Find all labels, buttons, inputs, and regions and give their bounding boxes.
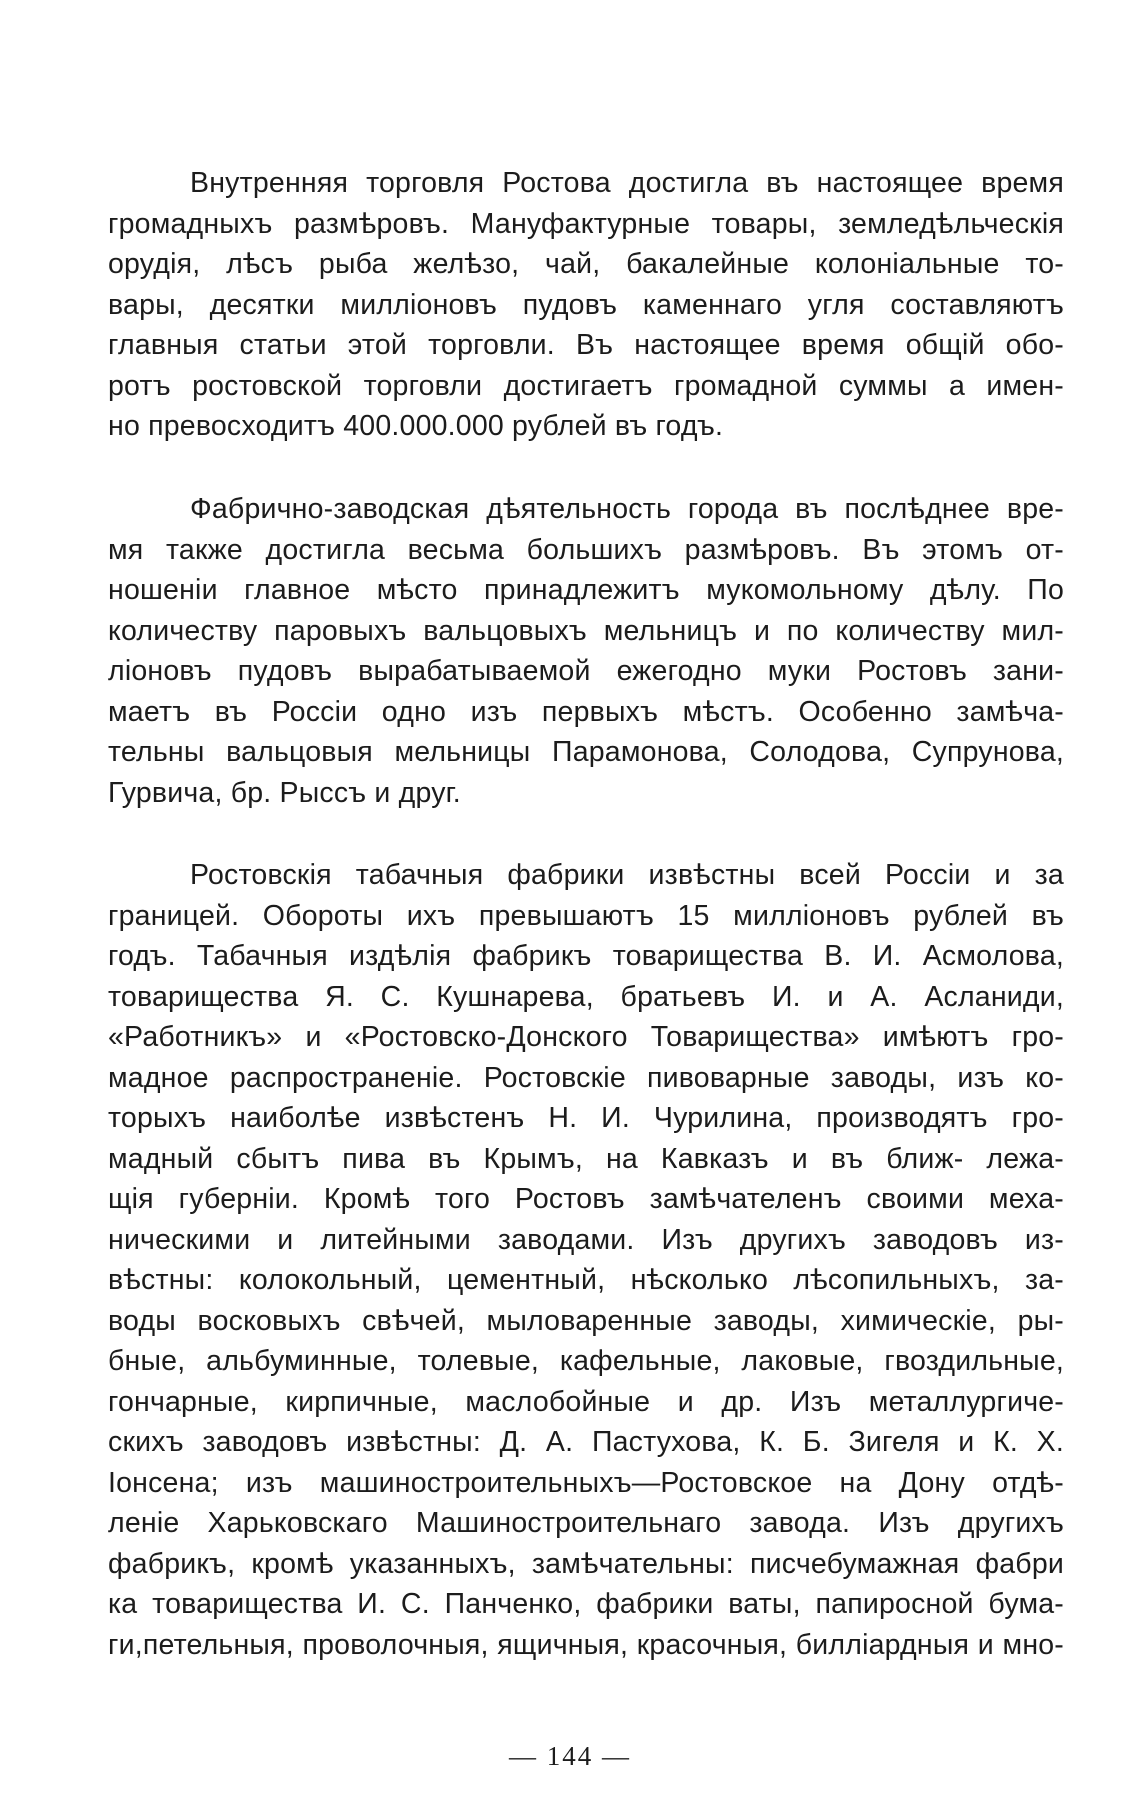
text-line: тельны вальцовыя мельницы Парамонова, Солодова, Супрунова,	[108, 736, 1064, 768]
text-line: Іонсена; изъ машиностроительныхъ—Ростовское на Дону отдѣ-	[108, 1466, 1064, 1499]
text-line: бные, альбуминные, толевые, кафельные, лаковые, гвоздильные,	[108, 1345, 1064, 1377]
text-line: вѣстны: колокольный, цементный, нѣсколько лѣсопильныхъ, за-	[108, 1264, 1064, 1296]
page-number: — 144 —	[509, 1741, 631, 1771]
text-line: ги,петельныя, проволочныя, ящичныя, красочныя, билліардныя и мно-	[108, 1628, 1064, 1661]
text-line: Гурвича, бр. Рыссъ и друг.	[108, 776, 461, 809]
text-line: орудія, лѣсъ рыба желѣзо, чай, бакалейные колоніальные то-	[108, 248, 1064, 280]
paragraph-trade	[108, 163, 1064, 447]
text-line: вары, десятки милліоновъ пудовъ каменнаго угля составляютъ	[108, 288, 1064, 321]
text-line: ліоновъ пудовъ вырабатываемой ежегодно муки Ростовъ зани-	[108, 655, 1064, 687]
text-line: Ростовскія табачныя фабрики извѣстны всей Россіи и за	[190, 859, 1064, 891]
text-line: ка товарищества И. С. Панченко, фабрики ваты, папиросной бума-	[108, 1588, 1064, 1620]
text-line: границей. Обороты ихъ превышаютъ 15 милліоновъ рублей въ	[108, 899, 1064, 932]
text-line: Внутренняя торговля Ростова достигла въ настоящее время	[190, 167, 1064, 199]
text-line: фабрикъ, кромѣ указанныхъ, замѣчательны: писчебумажная фабри	[108, 1547, 1064, 1580]
text-line: мадный сбытъ пива въ Крымъ, на Кавказъ и въ ближ- лежа-	[108, 1142, 1064, 1175]
paragraph-industry	[108, 489, 1064, 813]
text-line: но превосходитъ 400.000.000 рублей въ годъ.	[108, 410, 724, 442]
text-line: ническими и литейными заводами. Изъ другихъ заводовъ из-	[108, 1223, 1064, 1256]
text-line: щія губерніи. Кромѣ того Ростовъ замѣчателенъ своими меха-	[108, 1183, 1064, 1215]
text-line: маетъ въ Россіи одно изъ первыхъ мѣстъ. Особенно замѣча-	[108, 695, 1064, 728]
text-line: торыхъ наиболѣе извѣстенъ Н. И. Чурилина, производятъ гро-	[108, 1102, 1064, 1134]
text-line: ротъ ростовской торговли достигаетъ громадной суммы а имен-	[108, 369, 1064, 402]
text-line: главныя статьи этой торговли. Въ настоящее время общій обо-	[108, 329, 1064, 361]
text-line: количеству паровыхъ вальцовыхъ мельницъ и по количеству мил-	[108, 614, 1064, 647]
text-line: годъ. Табачныя издѣлія фабрикъ товарищества В. И. Асмолова,	[108, 940, 1064, 972]
text-line: воды восковыхъ свѣчей, мыловаренные заводы, химическіе, ры-	[108, 1304, 1064, 1337]
text-line: громадныхъ размѣровъ. Мануфактурные товары, земледѣльческія	[108, 207, 1064, 240]
text-line: гончарные, кирпичные, маслобойные и др. Изъ металлургиче-	[108, 1385, 1064, 1418]
text-line: скихъ заводовъ извѣстны: Д. А. Пастухова, К. Б. Зигеля и К. Х.	[108, 1426, 1064, 1458]
text-line: «Работникъ» и «Ростовско-Донского Товарищества» имѣютъ гро-	[108, 1021, 1064, 1053]
text-line: Фабрично-заводская дѣятельность города въ послѣднее вре-	[190, 493, 1064, 525]
paragraph-tobacco	[108, 855, 1064, 1665]
text-line: мадное распространеніе. Ростовскіе пивоварные заводы, изъ ко-	[108, 1061, 1064, 1094]
text-line: мя также достигла весьма большихъ размѣровъ. Въ этомъ от-	[108, 533, 1064, 566]
text-line: товарищества Я. С. Кушнарева, братьевъ И. и А. Асланиди,	[108, 980, 1064, 1013]
text-line: ношеніи главное мѣсто принадлежитъ мукомольному дѣлу. По	[108, 574, 1064, 606]
text-line: леніе Харьковскаго Машиностроительнаго завода. Изъ другихъ	[108, 1507, 1064, 1539]
